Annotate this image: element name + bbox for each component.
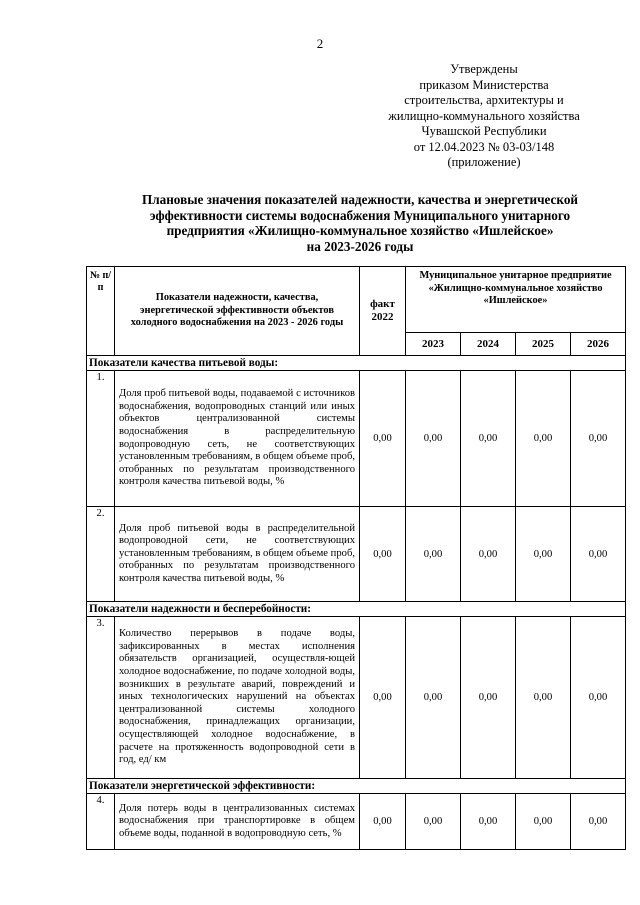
row-number: 3. bbox=[87, 617, 115, 779]
row-number: 2. bbox=[87, 507, 115, 602]
row-value-2024: 0,00 bbox=[461, 371, 516, 507]
title-line: предприятия «Жилищно-коммунальное хозяйство «Ишлейское» bbox=[166, 223, 554, 239]
row-fact: 0,00 bbox=[360, 507, 406, 602]
page-number: 2 bbox=[316, 36, 324, 51]
approval-line: (приложение) bbox=[447, 155, 521, 169]
row-description: Доля потерь воды в централизованных системах водоснабжения при транспортировке в общем объеме воды, поданной в водопроводную сеть, % bbox=[115, 794, 360, 850]
row-value-2025: 0,00 bbox=[516, 371, 571, 507]
row-value-2026: 0,00 bbox=[571, 371, 626, 507]
approval-line: Чувашской Республики bbox=[421, 124, 547, 138]
header-fact: факт 2022 bbox=[360, 267, 406, 356]
header-year-2024: 2024 bbox=[461, 333, 516, 356]
row-fact: 0,00 bbox=[360, 794, 406, 850]
table-row bbox=[87, 794, 626, 850]
section-row bbox=[87, 602, 626, 617]
table-row bbox=[87, 371, 626, 507]
section-title: Показатели надежности и бесперебойности: bbox=[87, 602, 626, 617]
header-year-2023: 2023 bbox=[406, 333, 461, 356]
indicators-table bbox=[86, 266, 626, 850]
header-num: № п/п bbox=[87, 267, 115, 356]
row-value-2023: 0,00 bbox=[406, 794, 461, 850]
row-value-2024: 0,00 bbox=[461, 617, 516, 779]
row-description: Доля проб питьевой воды, подаваемой с источников водоснабжения, водопроводных станций или иных объектов централизованной системы водоснабжения в распределительную водопроводную сеть, не соответствующих установленным требованиям, в общем объеме проб, отобранных по результатам производственного контроля качества питьевой воды, % bbox=[115, 371, 360, 507]
row-value-2024: 0,00 bbox=[461, 507, 516, 602]
section-row bbox=[87, 356, 626, 371]
header-year-2026: 2026 bbox=[571, 333, 626, 356]
row-number: 1. bbox=[87, 371, 115, 507]
header-indicator: Показатели надежности, качества, энергетической эффективности объектов холодного водоснабжения на 2023 - 2026 годы bbox=[115, 267, 360, 356]
row-value-2026: 0,00 bbox=[571, 794, 626, 850]
row-value-2026: 0,00 bbox=[571, 507, 626, 602]
row-description: Количество перерывов в подаче воды, зафиксированных в местах исполнения обязательств организацией, осуществля-ющей холодное водоснабжение, по подаче холодной воды, возникших в результате аварий, повреждений и иных технологических нарушений на объектах централизованной системы холодного водоснабжения, принадлежащих организации, осуществляющей холодное водоснабжение, в расчете на протяженность водопроводной сети в год, ед/ км bbox=[115, 617, 360, 779]
approval-line: строительства, архитектуры и bbox=[404, 93, 564, 107]
row-value-2026: 0,00 bbox=[571, 617, 626, 779]
row-value-2025: 0,00 bbox=[516, 617, 571, 779]
row-description: Доля проб питьевой воды в распределительной водопроводной сети, не соответствующих установленным требованиям, в общем объеме проб, отобранных по результатам производственного контроля качества питьевой воды, % bbox=[115, 507, 360, 602]
document-title bbox=[100, 192, 620, 254]
section-title: Показатели энергетической эффективности: bbox=[87, 779, 626, 794]
approval-block bbox=[372, 62, 596, 171]
row-value-2024: 0,00 bbox=[461, 794, 516, 850]
section-title: Показатели качества питьевой воды: bbox=[87, 356, 626, 371]
header-year-2025: 2025 bbox=[516, 333, 571, 356]
section-row bbox=[87, 779, 626, 794]
row-fact: 0,00 bbox=[360, 371, 406, 507]
table-row bbox=[87, 507, 626, 602]
approval-line: от 12.04.2023 № 03-03/148 bbox=[413, 139, 555, 154]
title-line: эффективности системы водоснабжения Муниципального унитарного bbox=[149, 207, 571, 223]
row-fact: 0,00 bbox=[360, 617, 406, 779]
row-value-2023: 0,00 bbox=[406, 507, 461, 602]
row-value-2025: 0,00 bbox=[516, 507, 571, 602]
approval-line: Утверждены bbox=[450, 62, 518, 76]
approval-line: приказом Министерства bbox=[419, 77, 549, 92]
row-value-2023: 0,00 bbox=[406, 371, 461, 507]
row-number: 4. bbox=[87, 794, 115, 850]
title-line: на 2023-2026 годы bbox=[306, 238, 414, 254]
approval-line: жилищно-коммунального хозяйства bbox=[388, 108, 580, 123]
title-line: Плановые значения показателей надежности, качества и энергетической bbox=[141, 192, 579, 207]
row-value-2025: 0,00 bbox=[516, 794, 571, 850]
row-value-2023: 0,00 bbox=[406, 617, 461, 779]
table-row bbox=[87, 617, 626, 779]
header-organization: Муниципальное унитарное предприятие «Жилищно-коммунальное хозяйство «Ишлейское» bbox=[406, 267, 626, 333]
